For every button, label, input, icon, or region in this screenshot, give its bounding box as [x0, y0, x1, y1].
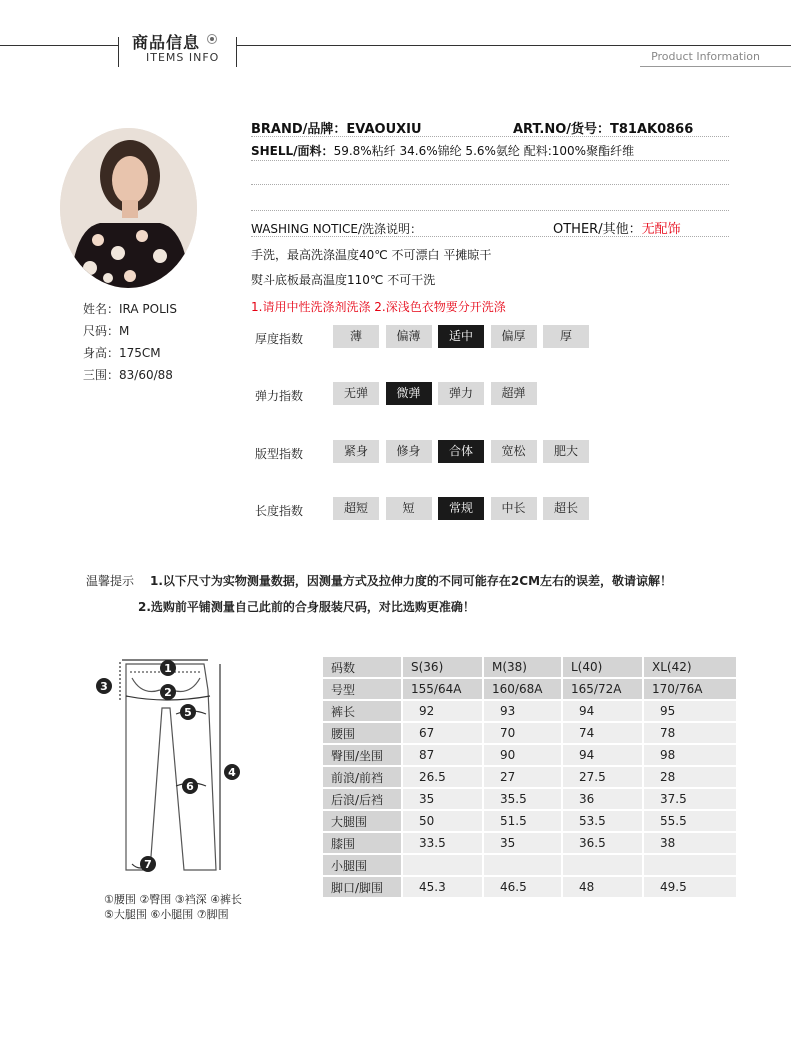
divider-line: [251, 236, 729, 237]
table-cell: 170/76A: [644, 679, 736, 699]
scale-option: 微弹: [386, 382, 432, 405]
table-row-label: 大腿围: [323, 811, 401, 831]
table-row-label: 后浪/后裆: [323, 789, 401, 809]
table-cell: 28: [644, 767, 736, 787]
header-right-label: Product Information: [651, 50, 760, 63]
model-height: 身高：175CM: [83, 346, 161, 360]
diagram-marker: 3: [100, 680, 108, 693]
diagram-legend-1: ①腰围 ②臀围 ③裆深 ④裤长: [104, 893, 242, 906]
table-cell: 37.5: [644, 789, 736, 809]
artno-label: ART.NO/货号：: [513, 122, 610, 137]
table-header-cell: M(38): [484, 657, 561, 677]
table-cell: [644, 855, 736, 875]
divider-line: [251, 136, 729, 137]
header-rule-left: [0, 45, 118, 46]
table-cell: [563, 855, 642, 875]
table-row: [323, 877, 736, 897]
header-title: 商品信息: [132, 33, 201, 52]
table-cell: [484, 855, 561, 875]
model-size: 尺码：M: [83, 324, 130, 338]
diagram-marker: 2: [164, 686, 172, 699]
table-cell: [403, 855, 482, 875]
table-row: [323, 745, 736, 765]
scale-option: 肥大: [543, 440, 589, 463]
scale-option: 修身: [386, 440, 432, 463]
model-photo-illustration: [60, 128, 197, 288]
table-row: [323, 855, 736, 875]
table-cell: 36.5: [563, 833, 642, 853]
scale-label: 弹力指数: [255, 389, 304, 403]
table-row-label: 小腿围: [323, 855, 401, 875]
scale-option: 偏厚: [491, 325, 537, 348]
header-rule-under: [640, 66, 791, 67]
table-header-cell: L(40): [563, 657, 642, 677]
table-cell: 38: [644, 833, 736, 853]
scale-option: 合体: [438, 440, 484, 463]
diagram-legend-2: ⑤大腿围 ⑥小腿围 ⑦脚围: [104, 908, 229, 921]
table-cell: 46.5: [484, 877, 561, 897]
table-cell: 35.5: [484, 789, 561, 809]
scale-label: 长度指数: [255, 504, 304, 518]
shell-value: 59.8%粘纤 34.6%锦纶 5.6%氨纶 配料:100%聚酯纤维: [333, 144, 635, 158]
table-header-cell: 码数: [323, 657, 401, 677]
table-row-label: 前浪/前裆: [323, 767, 401, 787]
scale-option: 超长: [543, 497, 589, 520]
wash-note: 1.请用中性洗涤剂洗涤 2.深浅色衣物要分开洗涤: [251, 300, 506, 314]
table-cell: 93: [484, 701, 561, 721]
scale-option: 短: [386, 497, 432, 520]
table-cell: 27.5: [563, 767, 642, 787]
table-cell: 55.5: [644, 811, 736, 831]
table-cell: 87: [403, 745, 482, 765]
table-cell: 90: [484, 745, 561, 765]
table-header-row: [323, 657, 736, 677]
table-row: [323, 811, 736, 831]
washing-label: WASHING NOTICE/洗涤说明：: [251, 222, 422, 236]
header-divider-left: [118, 37, 119, 67]
table-cell: 165/72A: [563, 679, 642, 699]
scale-option: 超弹: [491, 382, 537, 405]
model-photo: [60, 128, 197, 288]
table-row-label: 臀围/坐围: [323, 745, 401, 765]
table-cell: 36: [563, 789, 642, 809]
table-row-label: 裤长: [323, 701, 401, 721]
brand-value: EVAOUXIU: [346, 122, 422, 137]
table-header-cell: XL(42): [644, 657, 736, 677]
pants-measure-diagram: [92, 650, 252, 880]
table-cell: 98: [644, 745, 736, 765]
table-row-label: 膝围: [323, 833, 401, 853]
table-cell: 155/64A: [403, 679, 482, 699]
wash-line-1: 手洗，最高洗涤温度40℃ 不可漂白 平摊晾干: [251, 248, 492, 262]
table-cell: 74: [563, 723, 642, 743]
table-cell: 35: [403, 789, 482, 809]
table-header-cell: S(36): [403, 657, 482, 677]
size-table: [321, 655, 738, 899]
table-cell: 45.3: [403, 877, 482, 897]
scale-option: 弹力: [438, 382, 484, 405]
tips-line-2: 2.选购前平铺测量自己此前的合身服装尺码，对比选购更准确！: [138, 600, 475, 614]
table-cell: 78: [644, 723, 736, 743]
table-cell: 27: [484, 767, 561, 787]
table-row: [323, 679, 736, 699]
diagram-marker: 5: [184, 706, 192, 719]
table-cell: 49.5: [644, 877, 736, 897]
table-cell: 26.5: [403, 767, 482, 787]
table-cell: 92: [403, 701, 482, 721]
diagram-marker: 1: [164, 662, 172, 675]
table-cell: 51.5: [484, 811, 561, 831]
scale-option: 薄: [333, 325, 379, 348]
wash-line-2: 熨斗底板最高温度110℃ 不可干洗: [251, 273, 436, 287]
scale-option: 无弹: [333, 382, 379, 405]
table-row: [323, 767, 736, 787]
diagram-marker: 6: [186, 780, 194, 793]
table-cell: 33.5: [403, 833, 482, 853]
shell-line: [251, 142, 634, 159]
artno-line: [513, 118, 693, 137]
header-subtitle: ITEMS INFO: [146, 51, 220, 64]
table-row: [323, 833, 736, 853]
table-cell: 67: [403, 723, 482, 743]
divider-line: [251, 160, 729, 161]
other-label: OTHER/其他：: [553, 222, 642, 237]
tips-line-1: 1.以下尺寸为实物测量数据，因测量方式及拉伸力度的不同可能存在2CM左右的误差，敬请谅解！: [150, 574, 673, 588]
scale-option: 中长: [491, 497, 537, 520]
table-cell: 53.5: [563, 811, 642, 831]
brand-label: BRAND/品牌：: [251, 122, 347, 137]
table-cell: 35: [484, 833, 561, 853]
other-line: [553, 218, 681, 237]
table-cell: 70: [484, 723, 561, 743]
table-cell: 94: [563, 701, 642, 721]
scale-option: 宽松: [491, 440, 537, 463]
shell-label: SHELL/面料：: [251, 144, 334, 158]
model-measurements: 三围：83/60/88: [83, 368, 173, 382]
scale-label: 厚度指数: [255, 332, 304, 346]
table-cell: 50: [403, 811, 482, 831]
target-icon: [207, 34, 217, 44]
table-cell: 95: [644, 701, 736, 721]
scale-option: 紧身: [333, 440, 379, 463]
table-cell: 48: [563, 877, 642, 897]
table-row: [323, 723, 736, 743]
tips-label: 温馨提示: [86, 574, 135, 588]
artno-value: T81AK0866: [610, 122, 694, 137]
scale-option: 适中: [438, 325, 484, 348]
header-rule-right: [236, 45, 791, 46]
table-row: [323, 789, 736, 809]
other-value: 无配饰: [641, 222, 681, 237]
table-cell: 160/68A: [484, 679, 561, 699]
table-row: [323, 701, 736, 721]
scale-label: 版型指数: [255, 447, 304, 461]
table-row-label: 脚口/脚围: [323, 877, 401, 897]
diagram-marker: 4: [228, 766, 236, 779]
header-divider-right: [236, 37, 237, 67]
scale-option: 超短: [333, 497, 379, 520]
divider-line: [251, 210, 729, 211]
scale-option: 厚: [543, 325, 589, 348]
scale-option: 偏薄: [386, 325, 432, 348]
model-name: 姓名：IRA POLIS: [83, 302, 177, 316]
brand-line: [251, 118, 422, 137]
table-cell: 94: [563, 745, 642, 765]
scale-option: 常规: [438, 497, 484, 520]
table-row-label: 号型: [323, 679, 401, 699]
diagram-marker: 7: [144, 858, 152, 871]
divider-line: [251, 184, 729, 185]
table-row-label: 腰围: [323, 723, 401, 743]
